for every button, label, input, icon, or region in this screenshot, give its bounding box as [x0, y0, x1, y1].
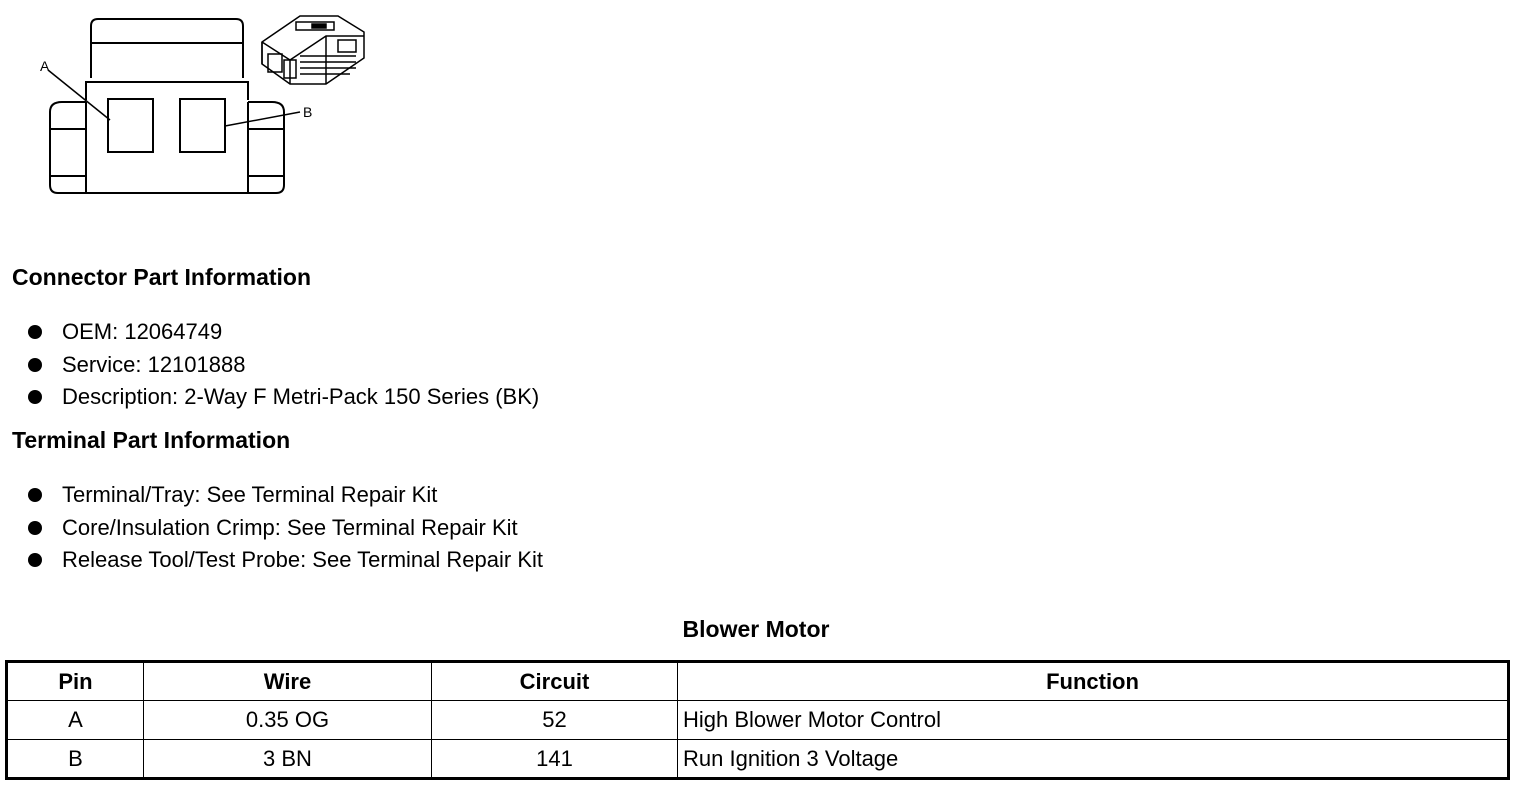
header-circuit: Circuit [432, 662, 678, 701]
header-pin: Pin [7, 662, 144, 701]
cell-function: High Blower Motor Control [678, 701, 1509, 740]
table-row [7, 740, 1509, 779]
bullet-icon [28, 325, 42, 339]
cell-wire: 3 BN [144, 740, 432, 779]
cell-pin: B [7, 740, 144, 779]
bullet-icon [28, 521, 42, 535]
list-item [28, 544, 543, 577]
terminal-crimp-text: Core/Insulation Crimp: See Terminal Repair Kit [62, 514, 518, 540]
connector-service-text: Service: 12101888 [62, 351, 246, 377]
cell-circuit: 141 [432, 740, 678, 779]
connector-info-list [28, 316, 539, 414]
pin-a-label: A [40, 58, 50, 74]
list-item [28, 381, 539, 414]
table-row [7, 701, 1509, 740]
bullet-icon [28, 358, 42, 372]
pinout-table [5, 660, 1510, 780]
terminal-tool-text: Release Tool/Test Probe: See Terminal Repair Kit [62, 547, 543, 572]
terminal-tray-text: Terminal/Tray: See Terminal Repair Kit [62, 482, 438, 507]
header-wire: Wire [144, 662, 432, 701]
table-header-row [7, 662, 1509, 701]
connector-description-text: Description: 2-Way F Metri-Pack 150 Series (BK) [62, 384, 540, 409]
bullet-icon [28, 488, 42, 502]
connector-info-heading: Connector Part Information [12, 264, 312, 290]
connector-iso-icon [262, 16, 364, 84]
pin-b-label: B [303, 104, 313, 120]
list-item [28, 316, 539, 349]
cell-pin: A [7, 701, 144, 740]
cell-circuit: 52 [432, 701, 678, 740]
list-item [28, 349, 539, 382]
connector-face-diagram [0, 0, 400, 210]
bullet-icon [28, 390, 42, 404]
connector-oem-text: OEM: 12064749 [62, 319, 223, 344]
cell-wire: 0.35 OG [144, 701, 432, 740]
header-function: Function [678, 662, 1509, 701]
list-item [28, 479, 543, 512]
list-item [28, 512, 543, 545]
table-title: Blower Motor [682, 616, 830, 642]
bullet-icon [28, 553, 42, 567]
terminal-info-heading: Terminal Part Information [12, 427, 291, 453]
terminal-info-list [28, 479, 543, 577]
cell-function: Run Ignition 3 Voltage [678, 740, 1509, 779]
